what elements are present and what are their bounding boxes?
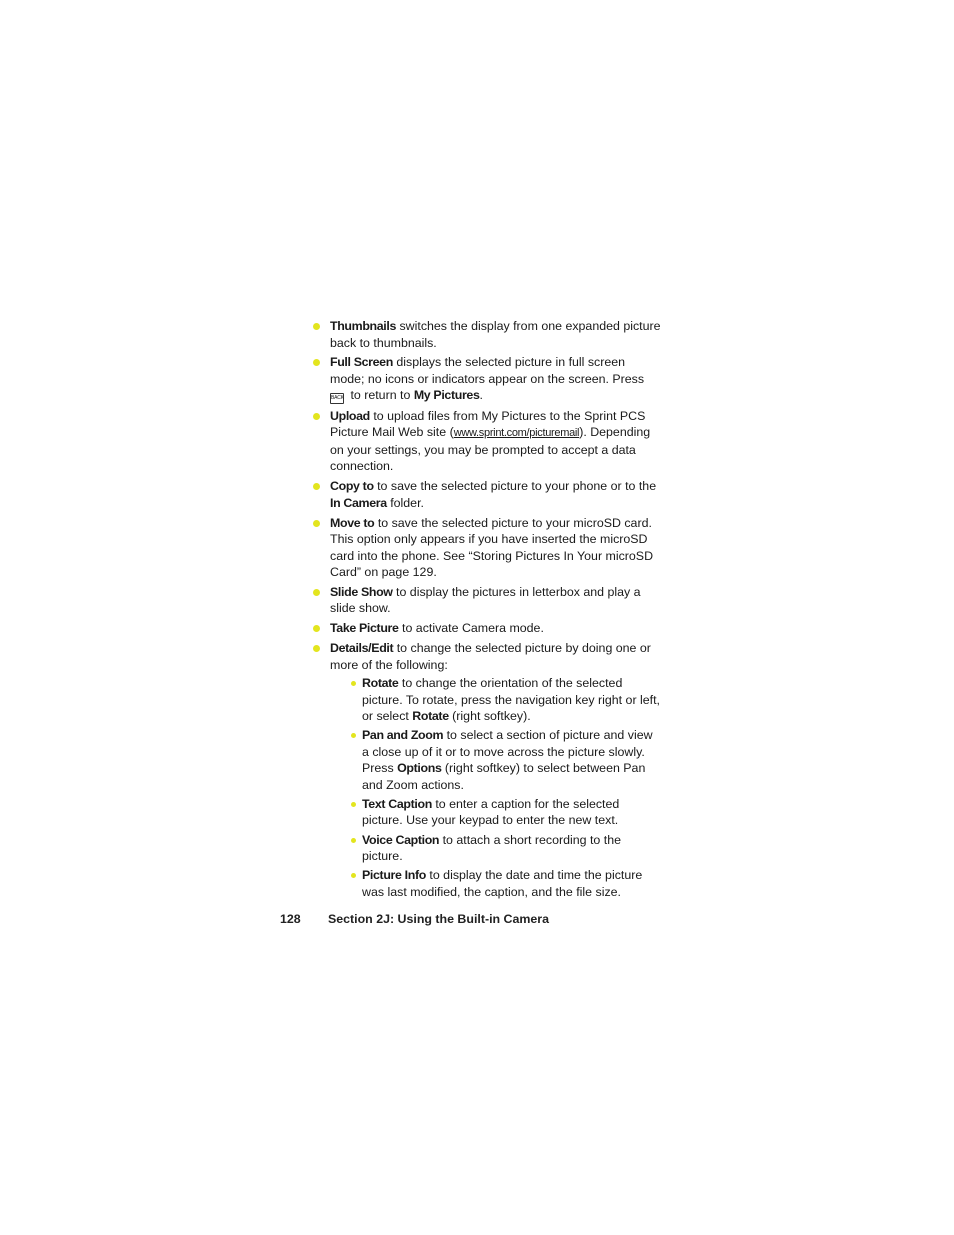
section-title: Section 2J: Using the Built-in Camera bbox=[328, 912, 550, 926]
item-text: folder. bbox=[386, 495, 424, 510]
term-move-to: Move to bbox=[330, 515, 375, 530]
page-footer bbox=[280, 912, 549, 926]
sublist-item-pan-zoom bbox=[330, 727, 662, 793]
bullet-icon bbox=[313, 359, 320, 366]
page-number: 128 bbox=[280, 912, 301, 926]
term-in-camera: In Camera bbox=[330, 495, 387, 510]
item-text: to change the orientation of the selected picture. To rotate, press the navigation key right or left, or select bbox=[362, 676, 660, 724]
bullet-icon bbox=[313, 483, 320, 490]
term-rotate-softkey: Rotate bbox=[412, 709, 449, 724]
item-text: displays the selected picture in full screen mode; no icons or indicators appear on the screen. Press bbox=[330, 355, 645, 386]
page-content bbox=[312, 318, 662, 904]
term-picture-info: Picture Info bbox=[362, 868, 426, 883]
sublist-item-rotate bbox=[330, 675, 662, 725]
item-text: to upload files from My Pictures to the Sprint PCS Picture Mail Web site ( bbox=[330, 408, 646, 440]
term-take-picture: Take Picture bbox=[330, 621, 399, 636]
sublist-item-voice-caption bbox=[330, 832, 662, 865]
item-text: (right softkey) to select between Pan and Zoom actions. bbox=[362, 761, 646, 792]
list-item-details-edit bbox=[312, 640, 662, 900]
list-item-upload bbox=[312, 408, 662, 475]
item-text: to change the selected picture by doing one or more of the following: bbox=[330, 641, 651, 672]
term-upload: Upload bbox=[330, 408, 370, 423]
options-list bbox=[312, 318, 662, 900]
sublist-item-text-caption bbox=[330, 796, 662, 829]
list-item-full-screen bbox=[312, 354, 662, 404]
picturemail-link[interactable]: www.sprint.com/picturemail bbox=[453, 427, 580, 440]
item-text: to display the pictures in letterbox and play a slide show. bbox=[330, 584, 641, 616]
term-text-caption: Text Caption bbox=[362, 796, 432, 811]
item-text: switches the display from one expanded picture back to thumbnails. bbox=[330, 319, 661, 350]
back-key-icon: BACK bbox=[330, 393, 344, 404]
bullet-icon bbox=[313, 589, 320, 596]
sub-bullet-icon bbox=[351, 873, 356, 878]
item-text: to save the selected picture to your microSD card. This option only appears if you have inserted the microSD card into the phone. See “Storing Pictures In Your microSD Card” on page 129. bbox=[330, 515, 654, 580]
bullet-icon bbox=[313, 323, 320, 330]
sub-bullet-icon bbox=[351, 733, 356, 738]
item-text: to display the date and time the picture was last modified, the caption, and the file size. bbox=[362, 868, 643, 899]
item-text: to activate Camera mode. bbox=[398, 621, 544, 636]
list-item-move-to bbox=[312, 515, 662, 581]
term-copy-to: Copy to bbox=[330, 479, 374, 494]
list-item-slide-show bbox=[312, 584, 662, 617]
term-thumbnails: Thumbnails bbox=[330, 319, 397, 333]
term-voice-caption: Voice Caption bbox=[362, 832, 440, 847]
item-text: ). Depending on your settings, you may be prompted to accept a data connection. bbox=[330, 425, 651, 474]
item-text: to enter a caption for the selected picture. Use your keypad to enter the new text. bbox=[362, 796, 620, 828]
term-details-edit: Details/Edit bbox=[330, 641, 394, 656]
list-item-copy-to bbox=[312, 478, 662, 511]
item-text: to return to bbox=[347, 388, 414, 403]
bullet-icon bbox=[313, 625, 320, 632]
term-rotate: Rotate bbox=[362, 676, 399, 691]
item-text: . bbox=[479, 388, 483, 403]
list-item-thumbnails bbox=[312, 318, 662, 351]
details-edit-sublist bbox=[330, 675, 662, 900]
bullet-icon bbox=[313, 413, 320, 420]
sub-bullet-icon bbox=[351, 838, 356, 843]
sub-bullet-icon bbox=[351, 802, 356, 807]
item-text: (right softkey). bbox=[448, 709, 531, 724]
term-my-pictures: My Pictures bbox=[413, 388, 480, 403]
bullet-icon bbox=[313, 520, 320, 527]
item-text: to save the selected picture to your phone or to the bbox=[373, 479, 657, 494]
item-text: to attach a short recording to the picture. bbox=[362, 832, 621, 864]
sub-bullet-icon bbox=[351, 681, 356, 686]
bullet-icon bbox=[313, 645, 320, 652]
term-pan-and-zoom: Pan and Zoom bbox=[362, 728, 444, 743]
term-slide-show: Slide Show bbox=[330, 584, 393, 599]
term-full-screen: Full Screen bbox=[330, 355, 393, 370]
item-text: to select a section of picture and view a close up of it or to move across the picture slowly. Press bbox=[362, 728, 653, 776]
list-item-take-picture bbox=[312, 620, 662, 637]
sublist-item-picture-info bbox=[330, 867, 662, 900]
term-options: Options bbox=[397, 761, 442, 776]
